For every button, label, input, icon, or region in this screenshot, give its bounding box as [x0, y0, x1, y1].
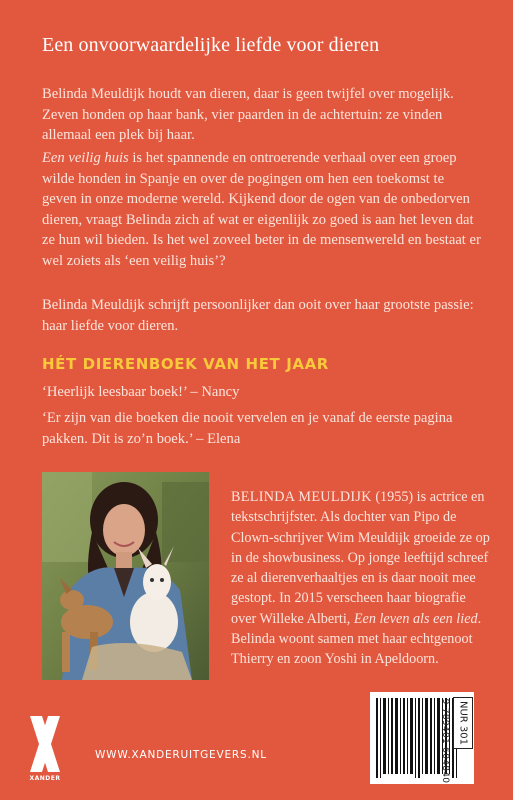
author-name: BELINDA MEULDIJK	[231, 489, 372, 505]
nur-code-box	[453, 697, 473, 749]
publisher-logo-label: XANDER	[29, 775, 61, 782]
xander-logo-icon	[28, 714, 62, 774]
publisher-website[interactable]: WWW.XANDERUITGEVERS.NL	[95, 749, 267, 761]
story-paragraph	[42, 148, 482, 272]
biography-title-italic: Een leven als een lied	[353, 610, 478, 627]
cover-title: Een onvoorwaardelijke liefde voor dieren	[42, 34, 380, 56]
book-title-italic: Een veilig huis	[42, 150, 129, 166]
closing-paragraph: Belinda Meuldijk schrijft persoonlijker dan ooit over haar grootste passie: haar liefde voor dieren.	[42, 297, 474, 334]
intro-paragraph: Belinda Meuldijk houdt van dieren, daar is geen twijfel over mogelijk. Zeven honden op haar bank, vier paarden in de achtertuin: ze vinden allemaal een plek bij haar.	[42, 86, 454, 144]
author-bio-text-end: . Belinda woont samen met haar echtgenoot Thierry en zoon Yoshi in Apeldoorn.	[231, 610, 482, 668]
author-bio-text: (1955) is actrice en tekstschrijfster. Als dochter van Pipo de Clown-schrijver Wim Meuldijk groeide ze op in de showbusiness. Op jonge leeftijd schreef ze al dierenverhaaltjes en is daar nooit mee gestopt. In 2015 verscheen haar biografie over Willeke Alberti,	[231, 489, 490, 627]
author-photo	[42, 472, 209, 680]
story-paragraph-text: is het spannende en ontroerende verhaal over een groep wilde honden in Spanje en over de pogingen om hen een toekomst te geven in onze moderne wereld. Kijkend door de ogen van de onbedorven dieren, vraagt Belinda zich af wat er eigenlijk zo goed is aan het leven dat ze hun wil bieden. Is het wel zoveel beter in de mensenwereld en bestaat er wel zoiets als ‘een veilig huis’?	[42, 150, 481, 269]
quote-elena: ‘Er zijn van die boeken die nooit vervelen en je vanaf de eerste pagina pakken. Dit is zo’n boek.’ – Elena	[42, 410, 453, 447]
subheading: HÉT DIERENBOEK VAN HET JAAR	[42, 355, 329, 373]
isbn-digits: 9 789401 604840	[440, 698, 450, 784]
author-bio	[231, 487, 491, 670]
quote-nancy: ‘Heerlijk leesbaar boek!’ – Nancy	[42, 384, 240, 400]
nur-code: NUR 301	[457, 700, 469, 746]
